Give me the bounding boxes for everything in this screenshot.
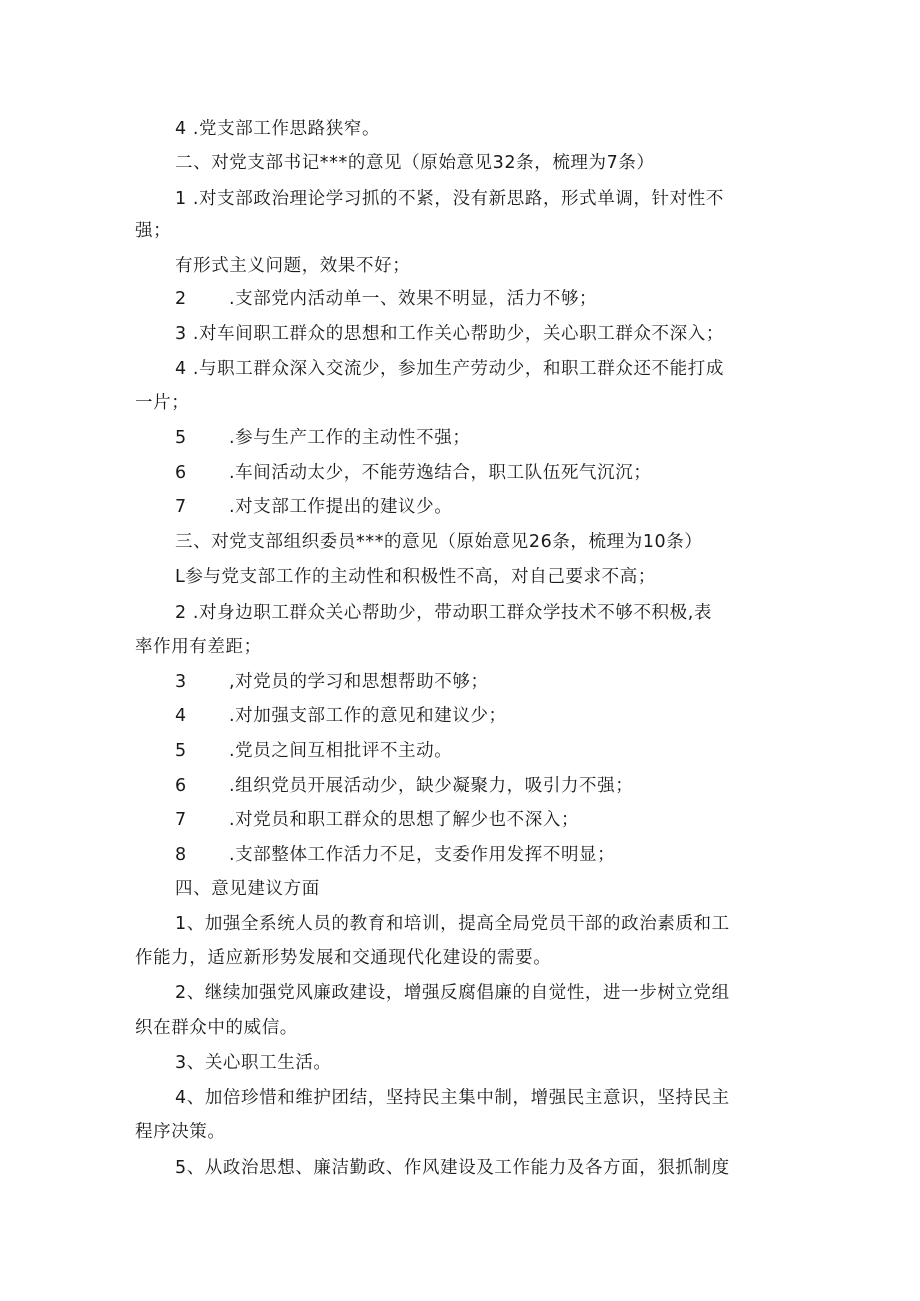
text-line: .支部整体工作活力不足，支委作用发挥不明显；	[229, 845, 616, 865]
text-line: 强；	[135, 221, 172, 241]
section-heading: 四、意见建议方面	[175, 879, 320, 899]
list-number: 5	[175, 428, 187, 448]
text-line: 有形式主义问题，效果不好；	[175, 256, 411, 276]
text-line: 3、关心职工生活。	[175, 1053, 332, 1073]
text-line: 4 .党支部工作思路狭窄。	[175, 119, 381, 139]
section-heading: 二、对党支部书记***的意见（原始意见32条，梳理为7条）	[175, 153, 655, 173]
text-line: .党员之间互相批评不主动。	[229, 741, 453, 761]
text-line: 程序决策。	[135, 1122, 226, 1142]
text-line: .对党员和职工群众的思想了解少也不深入；	[229, 810, 580, 830]
list-number: 3	[175, 672, 187, 692]
text-line: 1 .对支部政治理论学习抓的不紧，没有新思路，形式单调，针对性不	[175, 189, 724, 209]
text-line: 率作用有差距；	[135, 637, 262, 657]
text-line: 3 .对车间职工群众的思想和工作关心帮助少，关心职工群众不深入；	[175, 324, 724, 344]
text-line: 2 .对身边职工群众关心帮助少，带动职工群众学技术不够不积极,表	[175, 603, 713, 623]
text-line: ,对党员的学习和思想帮助不够；	[229, 672, 489, 692]
text-line: 织在群众中的威信。	[135, 1018, 298, 1038]
text-line: .支部党内活动单一、效果不明显，活力不够；	[229, 289, 598, 309]
text-line: 2、继续加强党风廉政建设，增强反腐倡廉的自觉性，进一步树立党组	[175, 983, 730, 1003]
text-line: 4、加倍珍惜和维护团结，坚持民主集中制，增强民主意识，坚持民主	[175, 1088, 730, 1108]
list-number: 7	[175, 810, 187, 830]
text-line: L参与党支部工作的主动性和积极性不高，对自己要求不高；	[175, 567, 656, 587]
list-number: 4	[175, 706, 187, 726]
list-number: 6	[175, 463, 187, 483]
text-line: 一片；	[135, 393, 190, 413]
list-number: 6	[175, 776, 187, 796]
text-line: .车间活动太少，不能劳逸结合，职工队伍死气沉沉；	[229, 463, 652, 483]
text-line: 5、从政治思想、廉洁勤政、作风建设及工作能力及各方面，狠抓制度	[175, 1158, 730, 1178]
text-line: 1、加强全系统人员的教育和培训，提高全局党员干部的政治素质和工	[175, 914, 730, 934]
text-line: .组织党员开展活动少，缺少凝聚力，吸引力不强；	[229, 776, 634, 796]
text-line: .对加强支部工作的意见和建议少；	[229, 706, 507, 726]
text-line: 作能力，适应新形势发展和交通现代化建设的需要。	[135, 948, 552, 968]
text-line: 4 .与职工群众深入交流少，参加生产劳动少，和职工群众还不能打成	[175, 359, 724, 379]
list-number: 5	[175, 741, 187, 761]
text-line: .参与生产工作的主动性不强；	[229, 428, 471, 448]
section-heading: 三、对党支部组织委员***的意见（原始意见26条，梳理为10条）	[175, 532, 703, 552]
text-line: .对支部工作提出的建议少。	[229, 497, 453, 517]
list-number: 7	[175, 497, 187, 517]
list-number: 8	[175, 845, 187, 865]
list-number: 2	[175, 289, 187, 309]
